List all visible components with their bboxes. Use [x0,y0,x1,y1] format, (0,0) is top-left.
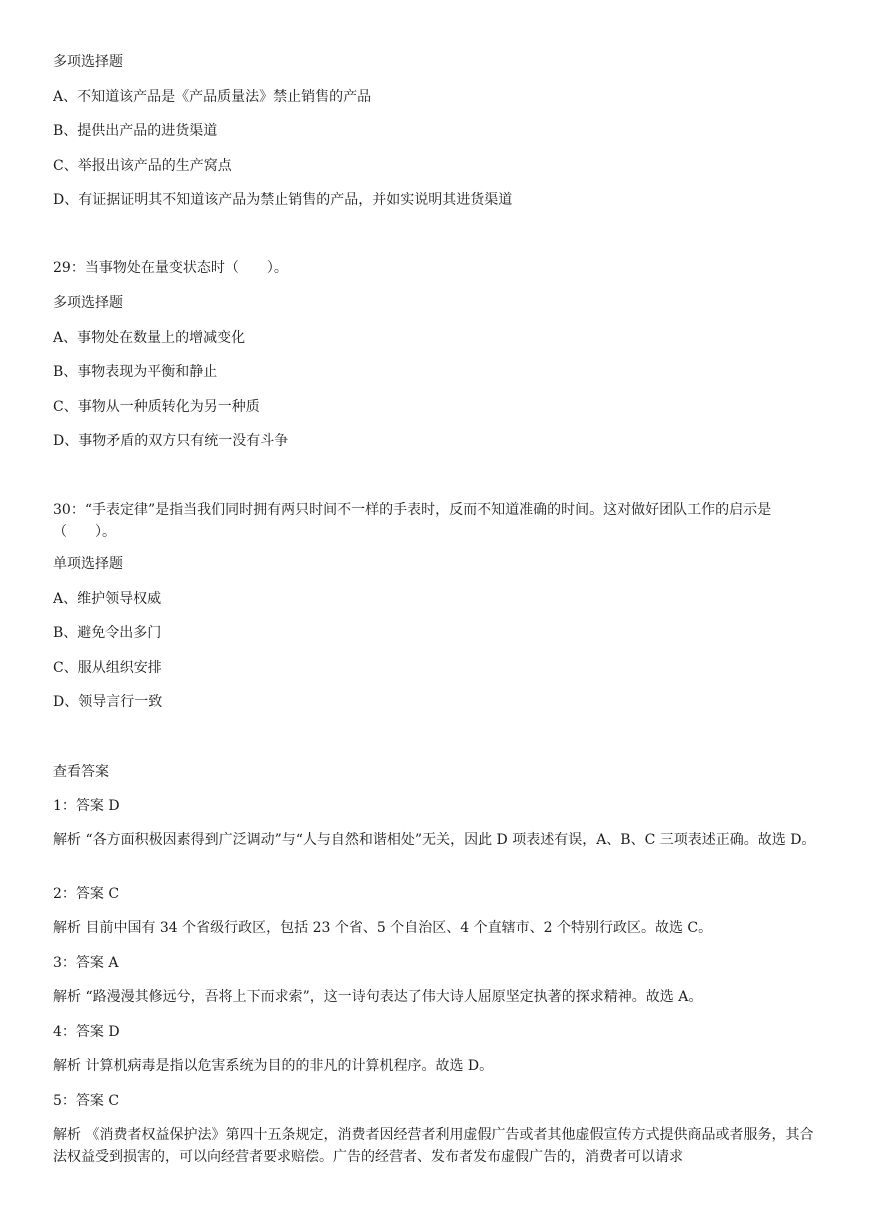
q29-option-c: C、事物从一种质转化为另一种质 [53,399,260,415]
q29-option-b: B、事物表现为平衡和静止 [53,364,218,380]
q30-stem: 30：“手表定律”是指当我们同时拥有两只时间不一样的手表时，反而不知道准确的时间。这对做好团队工作的启示是（ ）。 [53,502,772,540]
q30-option-a: A、维护领导权威 [53,591,162,607]
answer-2: 2：答案 C [53,886,120,902]
q29-stem: 29：当事物处在量变状态时（ ）。 [53,260,288,276]
q28-option-d: D、有证据证明其不知道该产品为禁止销售的产品，并如实说明其进货渠道 [53,192,513,208]
q30-option-b: B、避免令出多门 [53,625,162,641]
q28-type: 多项选择题 [53,54,123,70]
analysis-4: 解析 计算机病毒是指以危害系统为目的的非凡的计算机程序。故选 D。 [53,1058,494,1074]
answer-4: 4：答案 D [53,1024,120,1040]
q30-type: 单项选择题 [53,556,123,572]
analysis-3: 解析 “路漫漫其修远兮，吾将上下而求索”，这一诗句表达了伟大诗人屈原坚定执著的探求精神。故选 A。 [53,989,703,1005]
q29-option-a: A、事物处在数量上的增减变化 [53,330,246,346]
q29-type: 多项选择题 [53,295,123,311]
analysis-2: 解析 目前中国有 34 个省级行政区，包括 23 个省、5 个自治区、4 个直辖市、2 个特别行政区。故选 C。 [53,920,713,936]
analysis-5: 解析 《消费者权益保护法》第四十五条规定，消费者因经营者利用虚假广告或者其他虚假宣传方式提供商品或者服务，其合法权益受到损害的，可以向经营者要求赔偿。广告的经营者、发布者发布虚假广告的，消费者可以请求 [53,1127,814,1165]
answer-5: 5：答案 C [53,1093,120,1109]
analysis-1: 解析 “各方面积极因素得到广泛调动”与“人与自然和谐相处”无关，因此 D 项表述有误，A、B、C 三项表述正确。故选 D。 [53,832,816,848]
answer-3: 3：答案 A [53,955,119,971]
answers-heading: 查看答案 [53,764,109,780]
q29-option-d: D、事物矛盾的双方只有统一没有斗争 [53,433,289,449]
q30-option-d: D、领导言行一致 [53,694,163,710]
q28-option-a: A、不知道该产品是《产品质量法》禁止销售的产品 [53,89,372,105]
q28-option-b: B、提供出产品的进货渠道 [53,123,218,139]
q28-option-c: C、举报出该产品的生产窝点 [53,158,232,174]
answer-1: 1：答案 D [53,798,120,814]
q30-option-c: C、服从组织安排 [53,660,162,676]
